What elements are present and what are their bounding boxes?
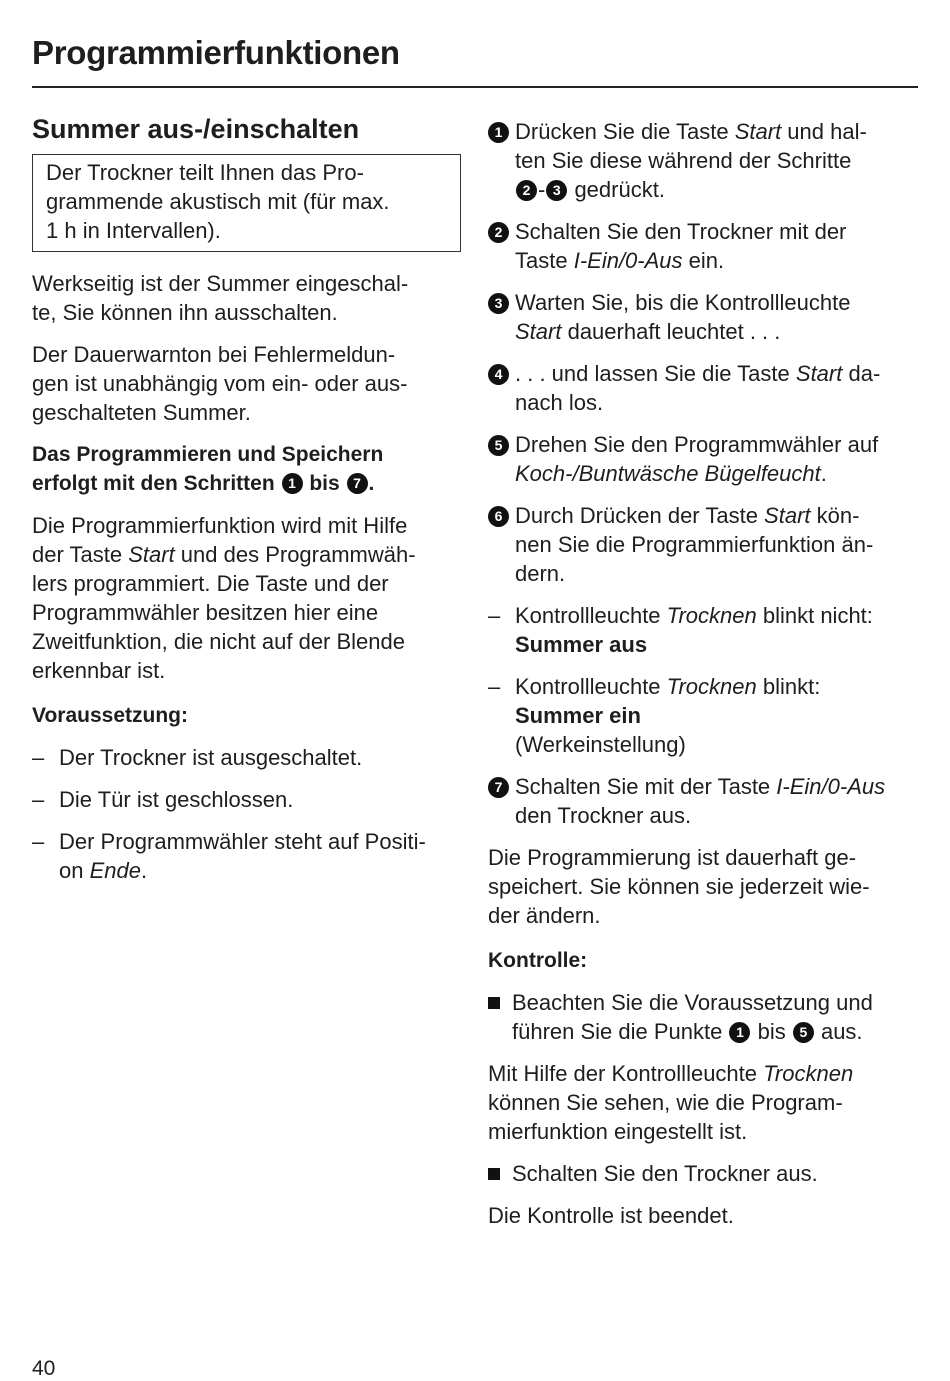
text: -	[538, 177, 546, 202]
step-number-icon: 3	[546, 180, 567, 201]
italic-text: Koch-/Buntwäsche Bügelfeucht	[515, 461, 821, 486]
text-line	[32, 540, 462, 569]
section-heading	[32, 112, 462, 146]
text: der Taste	[32, 542, 129, 567]
step-number-icon: 4	[488, 364, 509, 385]
text-line	[515, 430, 918, 459]
text: Die Programmierfunktion wird mit Hilfe	[32, 513, 408, 538]
text-line	[515, 146, 918, 175]
text: Kontrolle:	[488, 949, 588, 972]
step-marker	[488, 117, 509, 146]
text: bis	[751, 1019, 792, 1044]
text-line	[32, 511, 462, 540]
text: Voraussetzung:	[32, 704, 188, 727]
text: ten Sie diese während der Schritte	[515, 148, 852, 173]
text-line	[515, 117, 918, 146]
subheading	[32, 701, 462, 730]
text: lers programmiert. Die Taste und der	[32, 571, 389, 596]
italic-text: I-Ein/0-Aus	[776, 774, 886, 799]
numbered-step	[488, 117, 918, 204]
text-line	[515, 672, 918, 701]
text-line	[515, 175, 918, 204]
text: mierfunktion eingestellt ist.	[488, 1119, 748, 1144]
text: Der Trockner ist ausgeschaltet.	[59, 745, 363, 770]
text: .	[820, 461, 827, 486]
step-marker	[488, 772, 509, 801]
text: Schalten Sie mit der Taste	[515, 774, 777, 799]
text-line	[32, 469, 462, 498]
text: nach los.	[515, 390, 604, 415]
text: Drücken Sie die Taste	[515, 119, 735, 144]
text-line	[515, 388, 918, 417]
numbered-step	[488, 430, 918, 488]
text: und des Programmwäh-	[174, 542, 416, 567]
text-line	[59, 856, 462, 885]
text-line	[515, 772, 918, 801]
text: . . . und lassen Sie die Taste	[515, 361, 796, 386]
step-number-icon: 3	[488, 293, 509, 314]
text: gen ist unabhängig vom ein- oder aus-	[32, 371, 408, 396]
paragraph	[32, 511, 462, 685]
text-line	[32, 627, 462, 656]
square-bullet-icon	[488, 1159, 500, 1188]
step-marker	[488, 359, 509, 388]
title-divider	[32, 86, 918, 88]
text: und hal-	[781, 119, 867, 144]
text-line	[59, 827, 462, 856]
text: kön-	[810, 503, 860, 528]
text: erkennbar ist.	[32, 658, 166, 683]
text-line	[515, 601, 918, 630]
paragraph	[32, 269, 462, 327]
text: bis	[303, 472, 346, 495]
text: Der Programmwähler steht auf Positi-	[59, 829, 426, 854]
text: gedrückt.	[568, 177, 665, 202]
text-line	[32, 398, 462, 427]
numbered-step	[488, 772, 918, 830]
text: blinkt nicht:	[756, 603, 873, 628]
square-bullet-item	[488, 1159, 918, 1188]
paragraph	[488, 843, 918, 930]
text: te, Sie können ihn ausschalten.	[32, 300, 338, 325]
text: Schalten Sie den Trockner aus.	[512, 1161, 818, 1186]
text: on	[59, 858, 90, 883]
text-line	[515, 217, 918, 246]
text: Zweitfunktion, die nicht auf der Blende	[32, 629, 406, 654]
text-line	[515, 359, 918, 388]
text: Durch Drücken der Taste	[515, 503, 765, 528]
step-marker	[488, 430, 509, 459]
text-line	[59, 743, 462, 772]
text-line	[515, 630, 918, 659]
text: .	[368, 472, 375, 495]
step-number-icon: 1	[729, 1022, 750, 1043]
italic-text: Trocknen	[763, 1061, 854, 1086]
paragraph	[488, 1059, 918, 1146]
text-line	[515, 559, 918, 588]
text: da-	[842, 361, 881, 386]
text-line	[515, 246, 918, 275]
text: können Sie sehen, wie die Program-	[488, 1090, 843, 1115]
text-line	[32, 298, 462, 327]
text-line	[32, 656, 462, 685]
dash-bullet: –	[488, 674, 501, 699]
square-icon	[488, 997, 500, 1009]
text: Warten Sie, bis die Kontrollleuchte	[515, 290, 851, 315]
text-line	[515, 530, 918, 559]
right-column	[488, 117, 918, 1243]
text-line	[515, 501, 918, 530]
dash-bullet: –	[32, 745, 45, 770]
italic-text: Start	[764, 503, 811, 528]
text-line	[488, 901, 918, 930]
text: der ändern.	[488, 903, 601, 928]
numbered-step	[488, 501, 918, 588]
text: führen Sie die Punkte	[512, 1019, 729, 1044]
text-line	[32, 598, 462, 627]
italic-text: Start	[795, 361, 843, 386]
italic-text: Start	[128, 542, 175, 567]
dash-list-item	[488, 672, 918, 759]
bold-text: Summer ein	[515, 703, 641, 728]
dash-bullet: –	[32, 787, 45, 812]
italic-text: Trocknen	[666, 603, 757, 628]
text-line	[512, 1159, 918, 1188]
text: Kontrollleuchte	[515, 674, 667, 699]
bold-text: Summer aus	[515, 632, 648, 657]
text-line	[32, 701, 462, 730]
page-number: 40	[32, 1357, 56, 1380]
text: Der Trockner teilt Ihnen das Pro-	[46, 160, 364, 185]
paragraph	[488, 1201, 918, 1230]
text-line	[515, 801, 918, 830]
page-title: Programmierfunktionen	[32, 34, 400, 71]
italic-text: I-Ein/0-Aus	[573, 248, 683, 273]
numbered-step	[488, 359, 918, 417]
numbered-step	[488, 217, 918, 275]
text-line	[515, 459, 918, 488]
paragraph	[32, 340, 462, 427]
text: .	[140, 858, 148, 883]
text: blinkt:	[756, 674, 821, 699]
dash-list-item	[32, 827, 462, 885]
dash-list-item	[488, 601, 918, 659]
italic-text: Trocknen	[666, 674, 757, 699]
text-line	[512, 1017, 918, 1046]
text: Die Tür ist geschlossen.	[59, 787, 294, 812]
subheading	[488, 946, 918, 975]
info-box	[32, 154, 461, 252]
step-number-icon: 2	[488, 222, 509, 243]
text: geschalteten Summer.	[32, 400, 251, 425]
text: Programmwähler besitzen hier eine	[32, 600, 379, 625]
text-line	[32, 269, 462, 298]
text: (Werkeinstellung)	[515, 732, 686, 757]
text: Beachten Sie die Voraussetzung und	[512, 990, 873, 1015]
italic-text: Ende	[89, 858, 141, 883]
italic-text: Start	[734, 119, 782, 144]
text: dauerhaft leuchtet . . .	[561, 319, 781, 344]
dash-bullet: –	[32, 829, 45, 854]
text: aus.	[814, 1019, 863, 1044]
text: Schalten Sie den Trockner mit der	[515, 219, 847, 244]
text: Die Programmierung ist dauerhaft ge-	[488, 845, 857, 870]
step-marker	[488, 288, 509, 317]
text-line	[32, 569, 462, 598]
numbered-step	[488, 288, 918, 346]
text-line	[32, 440, 462, 469]
text-line	[32, 340, 462, 369]
text: nen Sie die Programmierfunktion än-	[515, 532, 874, 557]
step-marker	[488, 217, 509, 246]
step-number-icon: 7	[488, 777, 509, 798]
text-line	[46, 187, 448, 216]
step-number-icon: 5	[488, 435, 509, 456]
text-line	[46, 216, 448, 245]
step-number-icon: 6	[488, 506, 509, 527]
text-line	[515, 288, 918, 317]
text: Mit Hilfe der Kontrollleuchte	[488, 1061, 764, 1086]
text-line	[32, 112, 462, 146]
text: Summer aus-/einschalten	[32, 114, 360, 144]
step-marker	[488, 501, 509, 530]
text: Werkseitig ist der Summer eingeschal-	[32, 271, 409, 296]
step-number-icon: 2	[516, 180, 537, 201]
text-line	[512, 988, 918, 1017]
text: grammende akustisch mit (für max.	[46, 189, 390, 214]
text: Das Programmieren und Speichern	[32, 443, 384, 466]
step-number-icon: 1	[282, 473, 303, 494]
dash-list-item	[32, 785, 462, 814]
dash-bullet: –	[488, 603, 501, 628]
text: Taste	[515, 248, 574, 273]
text-line	[488, 843, 918, 872]
square-bullet-item	[488, 988, 918, 1046]
square-icon	[488, 1168, 500, 1180]
text: den Trockner aus.	[515, 803, 692, 828]
text: Kontrollleuchte	[515, 603, 667, 628]
square-bullet-icon	[488, 988, 500, 1017]
text-line	[515, 730, 918, 759]
bold-paragraph	[32, 440, 462, 498]
text-line	[488, 1201, 918, 1230]
step-number-icon: 1	[488, 122, 509, 143]
dash-list-item	[32, 743, 462, 772]
text-line	[488, 1117, 918, 1146]
text-line	[59, 785, 462, 814]
text: dern.	[515, 561, 566, 586]
text: speichert. Sie können sie jederzeit wie-	[488, 874, 870, 899]
step-number-icon: 5	[793, 1022, 814, 1043]
text: Drehen Sie den Programmwähler auf	[515, 432, 879, 457]
text: Die Kontrolle ist beendet.	[488, 1203, 734, 1228]
text-line	[46, 158, 448, 187]
text-line	[488, 872, 918, 901]
text-line	[488, 946, 918, 975]
left-column	[32, 112, 462, 898]
text-line	[488, 1088, 918, 1117]
italic-text: Start	[515, 319, 562, 344]
text: 1 h in Intervallen).	[46, 218, 221, 243]
text-line	[32, 369, 462, 398]
text-line	[515, 317, 918, 346]
text: ein.	[682, 248, 725, 273]
step-number-icon: 7	[347, 473, 368, 494]
text: erfolgt mit den Schritten	[32, 472, 281, 495]
text-line	[488, 1059, 918, 1088]
text: Der Dauerwarnton bei Fehlermeldun-	[32, 342, 396, 367]
text-line	[515, 701, 918, 730]
